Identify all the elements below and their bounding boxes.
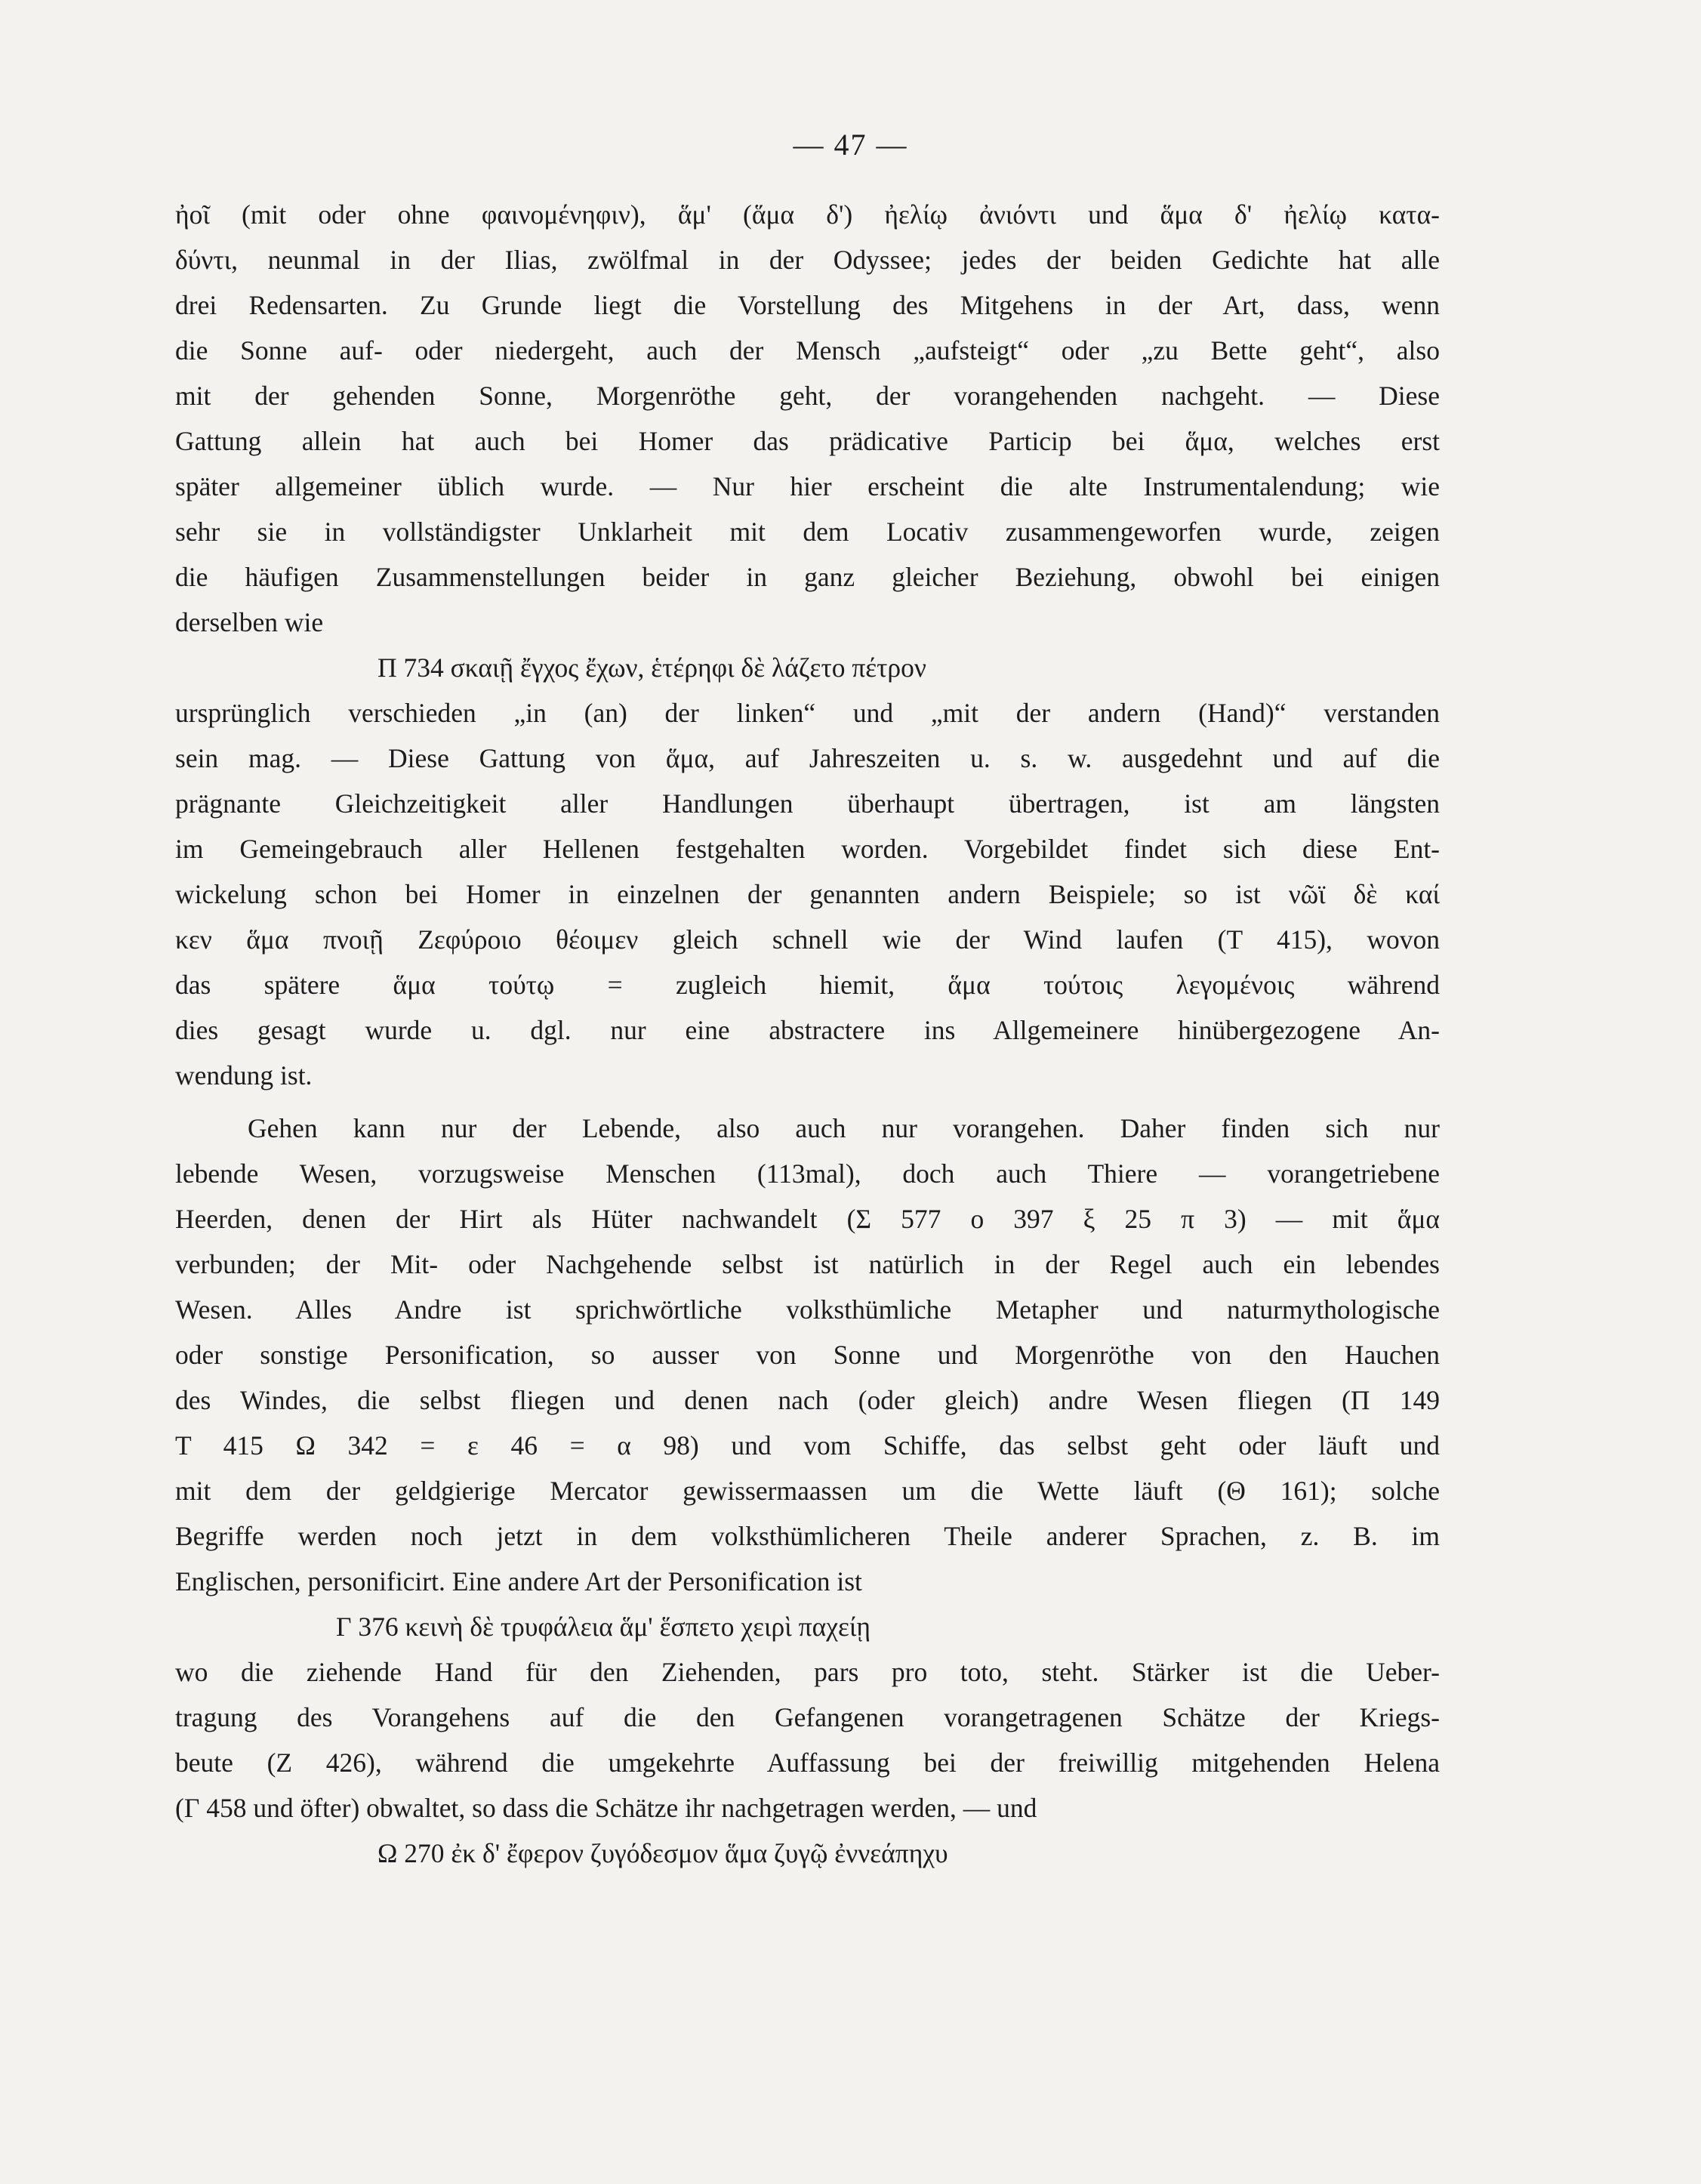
text-line: Heerden, denen der Hirt als Hüter nachwandelt (Σ 577 ο 397 ξ 25 π 3) — mit ἅμα bbox=[175, 1204, 1440, 1234]
text-line: mit der gehenden Sonne, Morgenröthe geht, der vorangehenden nachgeht. — Diese bbox=[175, 381, 1440, 411]
text-line: ursprünglich verschieden „in (an) der linken“ und „mit der andern (Hand)“ verstanden bbox=[175, 698, 1440, 728]
paragraph-first-line: Gehen kann nur der Lebende, also auch nur vorangehen. Daher finden sich nur bbox=[248, 1113, 1440, 1143]
text-line: des Windes, die selbst fliegen und denen nach (oder gleich) andre Wesen fliegen (Π 149 bbox=[175, 1385, 1440, 1415]
text-line: Gattung allein hat auch bei Homer das prädicative Particip bei ἅμα, welches erst bbox=[175, 426, 1440, 456]
quotation-line: Ω 270 ἐκ δ' ἔφερον ζυγόδεσμον ἅμα ζυγῷ ἐννεάπηχυ bbox=[377, 1838, 948, 1868]
text-line: beute (Ζ 426), während die umgekehrte Auffassung bei der freiwillig mitgehenden Helena bbox=[175, 1748, 1440, 1778]
text-line: wo die ziehende Hand für den Ziehenden, pars pro toto, steht. Stärker ist die Ueber- bbox=[175, 1657, 1440, 1687]
text-line: später allgemeiner üblich wurde. — Nur hier erscheint die alte Instrumentalendung; wie bbox=[175, 471, 1440, 501]
text-line: die Sonne auf- oder niedergeht, auch der Mensch „aufsteigt“ oder „zu Bette geht“, also bbox=[175, 335, 1440, 366]
text-line: Begriffe werden noch jetzt in dem volksthümlicheren Theile anderer Sprachen, z. B. im bbox=[175, 1521, 1440, 1551]
text-line: δύντι, neunmal in der Ilias, zwölfmal in der Odyssee; jedes der beiden Gedichte hat alle bbox=[175, 245, 1440, 275]
text-line: wendung ist. bbox=[175, 1060, 313, 1090]
text-line: wickelung schon bei Homer in einzelnen der genannten andern Beispiele; so ist νῶϊ δὲ καί bbox=[175, 879, 1440, 909]
text-line: Englischen, personificirt. Eine andere Art der Personification ist bbox=[175, 1566, 862, 1596]
text-line: drei Redensarten. Zu Grunde liegt die Vorstellung des Mitgehens in der Art, dass, wenn bbox=[175, 290, 1440, 320]
text-line: prägnante Gleichzeitigkeit aller Handlungen überhaupt übertragen, ist am längsten bbox=[175, 788, 1440, 819]
text-line: mit dem der geldgierige Mercator gewissermaassen um die Wette läuft (Θ 161); solche bbox=[175, 1476, 1440, 1506]
text-line: sehr sie in vollständigster Unklarheit mit dem Locativ zusammengeworfen wurde, zeigen bbox=[175, 517, 1440, 547]
text-line: im Gemeingebrauch aller Hellenen festgehalten worden. Vorgebildet findet sich diese Ent- bbox=[175, 834, 1440, 864]
text-line: lebende Wesen, vorzugsweise Menschen (113mal), doch auch Thiere — vorangetriebene bbox=[175, 1158, 1440, 1189]
text-line: Wesen. Alles Andre ist sprichwörtliche volksthümliche Metapher und naturmythologische bbox=[175, 1294, 1440, 1325]
text-line: Τ 415 Ω 342 = ε 46 = α 98) und vom Schiffe, das selbst geht oder läuft und bbox=[175, 1430, 1440, 1461]
quotation-line: Π 734 σκαιῇ ἔγχος ἔχων, ἑτέρηφι δὲ λάζετο πέτρον bbox=[377, 652, 926, 683]
text-line: (Γ 458 und öfter) obwaltet, so dass die Schätze ihr nachgetragen werden, — und bbox=[175, 1793, 1037, 1823]
text-line: sein mag. — Diese Gattung von ἅμα, auf Jahreszeiten u. s. w. ausgedehnt und auf die bbox=[175, 743, 1440, 773]
text-line: das spätere ἅμα τούτῳ = zugleich hiemit, ἅμα τούτοις λεγομένοις während bbox=[175, 970, 1440, 1000]
text-line: ἠοῖ (mit oder ohne φαινομένηφιν), ἅμ' (ἅμα δ') ἠελίῳ ἀνιόντι und ἅμα δ' ἠελίῳ κατα- bbox=[175, 199, 1440, 230]
quotation-line: Γ 376 κεινὴ δὲ τρυφάλεια ἅμ' ἕσπετο χειρὶ παχείῃ bbox=[336, 1612, 871, 1642]
text-line: verbunden; der Mit- oder Nachgehende selbst ist natürlich in der Regel auch ein lebendes bbox=[175, 1249, 1440, 1279]
page-number: — 47 — bbox=[793, 128, 908, 162]
text-line: oder sonstige Personification, so ausser von Sonne und Morgenröthe von den Hauchen bbox=[175, 1340, 1440, 1370]
text-line: tragung des Vorangehens auf die den Gefangenen vorangetragenen Schätze der Kriegs- bbox=[175, 1702, 1440, 1732]
text-line: derselben wie bbox=[175, 607, 324, 637]
text-line: κεν ἅμα πνοιῇ Ζεφύροιο θέοιμεν gleich schnell wie der Wind laufen (Τ 415), wovon bbox=[175, 924, 1440, 955]
text-line: dies gesagt wurde u. dgl. nur eine abstractere ins Allgemeinere hinübergezogene An- bbox=[175, 1015, 1440, 1045]
text-line: die häufigen Zusammenstellungen beider in ganz gleicher Beziehung, obwohl bei einigen bbox=[175, 562, 1440, 592]
